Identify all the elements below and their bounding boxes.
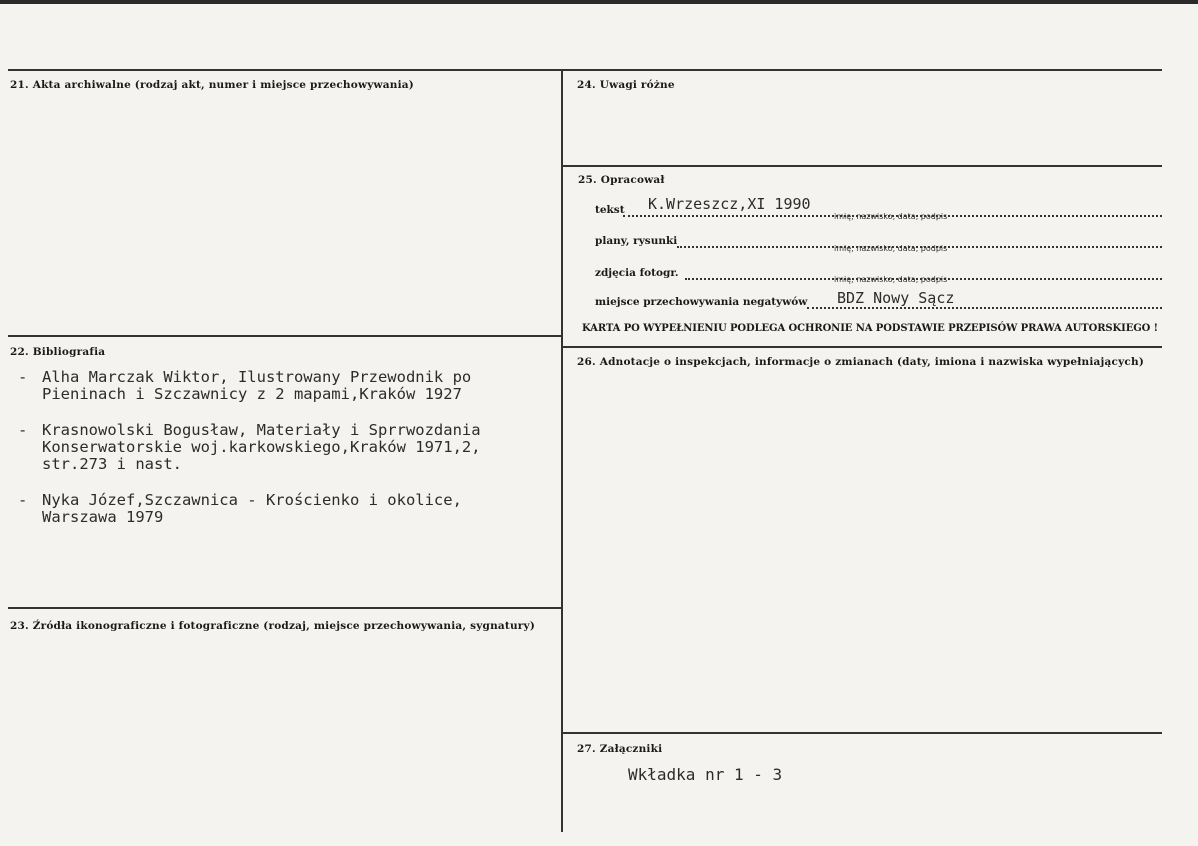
section-23-label: 23. Źródła ikonograficzne i fotograficzne (rodzaj, miejsce przechowywania, sygnatury): [10, 620, 535, 632]
center-divider: [561, 69, 563, 832]
rule-21-22: [8, 335, 562, 337]
section-24-label: 24. Uwagi różne: [577, 79, 675, 91]
text-author-value: K.Wrzeszcz,XI 1990: [648, 195, 811, 213]
attachments-value: Wkładka nr 1 - 3: [628, 765, 783, 784]
rule-26-27: [563, 732, 1162, 734]
rule-25-26: [563, 346, 1162, 348]
section-22-label: 22. Bibliografia: [10, 346, 106, 358]
photos-hint: imię, nazwisko, data, podpis: [834, 275, 948, 284]
section-27-label: 27. Załączniki: [577, 743, 663, 755]
plans-label: plany, rysunki: [595, 235, 678, 247]
bibliography-entry-text: Nyka Józef,Szczawnica - Krościenko i okolice, Warszawa 1979: [42, 491, 462, 526]
photos-label: zdjęcia fotogr.: [595, 267, 679, 279]
section-25-label: 25. Opracował: [578, 174, 665, 186]
section-26-label: 26. Adnotacje o inspekcjach, informacje o zmianach (daty, imiona i nazwiska wypełniających): [577, 356, 1145, 368]
negatives-label: miejsce przechowywania negatywów: [595, 296, 808, 308]
negatives-value: BDZ Nowy Sącz: [837, 289, 955, 307]
section-21-label: 21. Akta archiwalne (rodzaj akt, numer i miejsce przechowywania): [10, 79, 414, 91]
copyright-warning: KARTA PO WYPEŁNIENIU PODLEGA OCHRONIE NA PODSTAWIE PRZEPISÓW PRAWA AUTORSKIEGO !: [582, 323, 1158, 334]
top-rule: [8, 69, 1162, 71]
rule-22-23: [8, 607, 562, 609]
top-edge-band: [0, 0, 1198, 4]
bibliography-entry-text: Krasnowolski Bogusław, Materiały i Sprrwozdania Konserwatorskie woj.karkowskiego,Kraków 1971,2, str.273 i nast.: [42, 421, 481, 473]
text-author-hint: imię, nazwisko, data, podpis: [834, 212, 948, 221]
bibliography-entry-text: Alha Marczak Wiktor, Ilustrowany Przewodnik po Pieninach i Szczawnicy z 2 mapami,Kraków 1927: [42, 368, 472, 403]
rule-24-25: [563, 165, 1162, 167]
text-author-label: tekst: [595, 204, 625, 216]
plans-hint: imię, nazwisko, data, podpis: [834, 244, 948, 253]
